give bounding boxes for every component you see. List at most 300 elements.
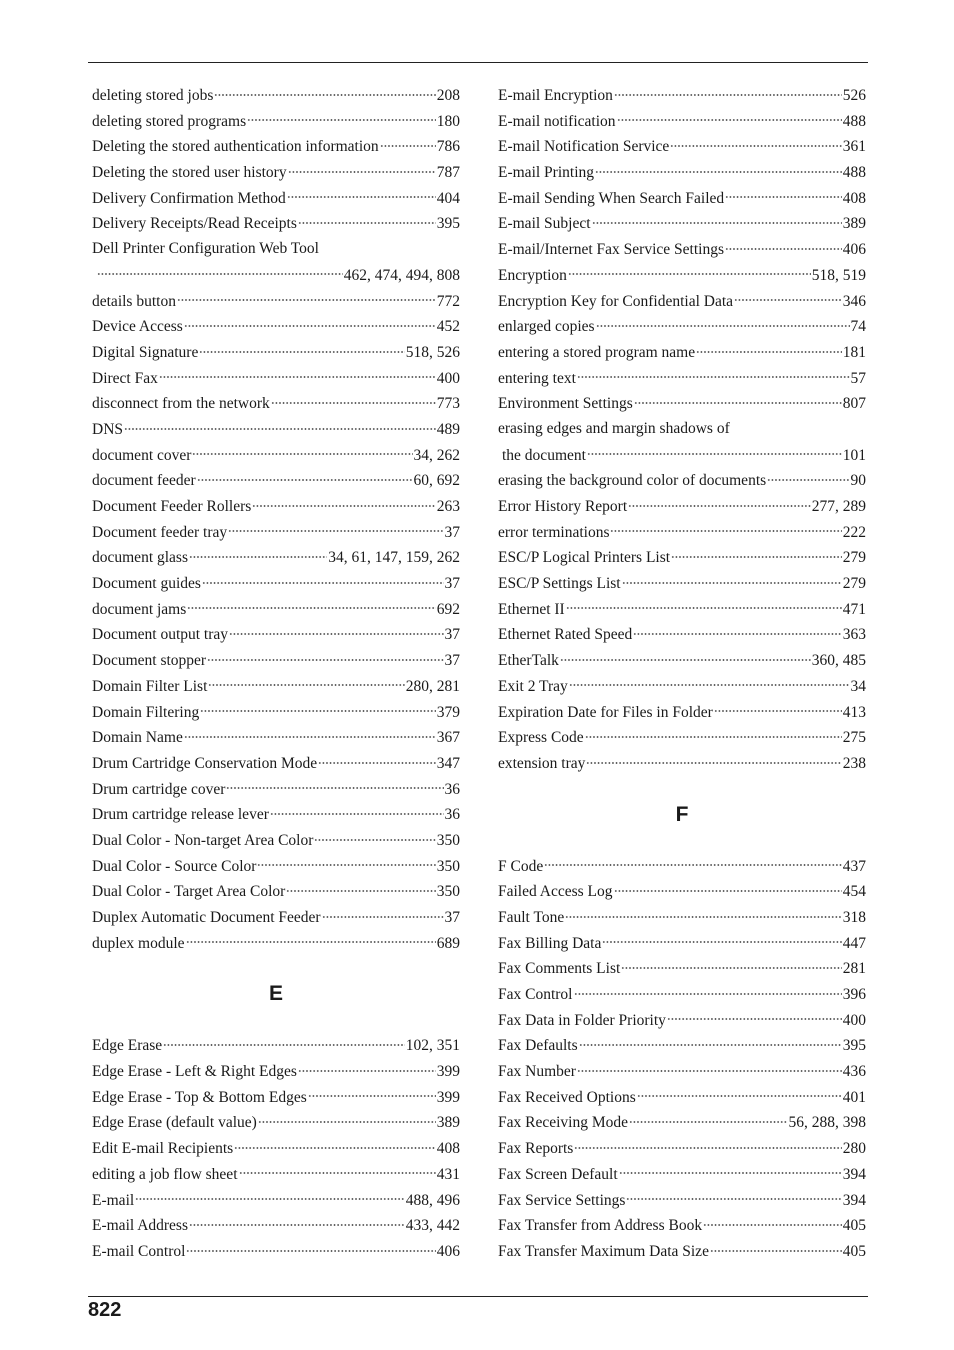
page-reference: 433, 442 <box>405 1217 460 1235</box>
page-reference: 405 <box>842 1217 866 1235</box>
page-reference: 36 <box>444 780 460 798</box>
index-entry <box>92 930 460 956</box>
index-term: Document stopper <box>92 652 207 670</box>
page-reference: 318 <box>842 908 866 926</box>
page-reference: 389 <box>842 215 866 233</box>
page-reference: 399 <box>436 1063 460 1081</box>
page-reference: 37 <box>444 909 460 926</box>
dot-leader <box>286 878 435 896</box>
index-term: erasing the background color of documents <box>498 472 767 490</box>
page-reference: 101 <box>842 446 866 464</box>
index-term: ESC/P Settings List <box>498 575 621 593</box>
index-entry <box>92 442 460 468</box>
index-entry <box>92 1135 460 1161</box>
dot-leader <box>192 442 412 460</box>
index-term: details button <box>92 292 176 310</box>
index-term: E-mail Printing <box>498 164 595 182</box>
dot-leader <box>207 647 443 665</box>
page-reference: 787 <box>436 164 460 182</box>
page-reference: 404 <box>436 189 460 207</box>
dot-leader <box>629 1109 787 1127</box>
index-entry <box>92 159 460 185</box>
page-reference: 408 <box>842 189 866 207</box>
index-term: Document Feeder Rollers <box>92 498 252 515</box>
index-entry <box>498 416 866 442</box>
index-term: entering text <box>498 369 576 387</box>
page-reference: 350 <box>436 857 460 875</box>
dot-leader <box>184 313 436 331</box>
index-entry <box>92 365 460 391</box>
index-entry <box>498 108 866 134</box>
index-term: Fax Screen Default <box>498 1165 618 1183</box>
dot-leader <box>239 1161 436 1179</box>
dot-leader <box>670 133 841 151</box>
dot-leader <box>189 1212 405 1230</box>
index-term: E-mail Subject <box>498 215 591 233</box>
page-reference: 488 <box>842 164 866 182</box>
page-reference: 57 <box>850 369 866 387</box>
index-term: Duplex Automatic Document Feeder <box>92 909 321 926</box>
index-entry <box>498 339 866 365</box>
index-term: Digital Signature <box>92 343 199 361</box>
page-reference: 405 <box>842 1242 866 1260</box>
dot-leader <box>621 955 841 973</box>
index-term: E-mail <box>92 1191 135 1209</box>
page-reference: 263 <box>436 498 460 515</box>
index-entry <box>498 262 866 288</box>
dot-leader <box>208 673 404 691</box>
dot-leader <box>577 1058 842 1076</box>
dot-leader <box>734 288 842 306</box>
dot-leader <box>163 1032 405 1050</box>
page-reference: 37 <box>444 652 460 670</box>
page-reference: 102, 351 <box>405 1037 460 1055</box>
page-reference: 281 <box>842 960 866 978</box>
index-term: Exit 2 Tray <box>498 677 568 695</box>
index-entry <box>498 544 866 570</box>
page-reference: 37 <box>444 626 460 644</box>
page-reference: 367 <box>436 729 460 747</box>
index-entry <box>92 776 460 802</box>
dot-leader <box>579 1032 842 1050</box>
dot-leader <box>298 210 436 228</box>
index-term: E-mail Encryption <box>498 87 613 104</box>
page-reference: 406 <box>436 1242 460 1260</box>
index-term: EtherTalk <box>498 652 559 670</box>
dot-leader <box>619 1161 842 1179</box>
page-reference: 447 <box>842 934 866 952</box>
index-term: Delivery Confirmation Method <box>92 189 286 207</box>
page-number: 822 <box>88 1299 122 1321</box>
index-term: Domain Name <box>92 729 183 747</box>
index-entry <box>92 1032 460 1058</box>
dot-leader <box>633 621 841 639</box>
index-entry <box>92 647 460 673</box>
index-entry <box>92 853 460 879</box>
page-reference: 462, 474, 494, 808 <box>343 266 460 284</box>
page-reference: 526 <box>842 87 866 104</box>
dot-leader <box>614 82 842 100</box>
dot-leader <box>308 1084 436 1102</box>
page-reference: 689 <box>436 934 460 952</box>
index-term: duplex module <box>92 934 185 952</box>
index-term: Fax Number <box>498 1063 576 1081</box>
page-reference: 488, 496 <box>405 1191 460 1209</box>
index-entry <box>498 365 866 391</box>
page-reference: 280 <box>842 1140 866 1158</box>
index-term: Edge Erase <box>92 1037 163 1055</box>
index-entry <box>92 108 460 134</box>
dot-leader <box>314 827 435 845</box>
page-reference: 488 <box>842 112 866 130</box>
index-term: Delivery Receipts/Read Receipts <box>92 215 297 233</box>
dot-leader <box>159 365 436 383</box>
dot-leader <box>767 467 849 485</box>
index-term: Fax Reports <box>498 1140 574 1158</box>
page-reference: 238 <box>842 754 866 772</box>
index-entry <box>92 596 460 622</box>
dot-leader <box>634 390 842 408</box>
index-term: Fax Data in Folder Priority <box>498 1011 666 1029</box>
dot-leader <box>566 596 842 614</box>
dot-leader <box>380 133 436 151</box>
index-term: Deleting the stored user history <box>92 164 287 182</box>
dot-leader <box>229 621 443 639</box>
index-entry <box>92 1238 460 1264</box>
index-term: Edit E-mail Recipients <box>92 1140 234 1158</box>
index-term: Drum cartridge cover <box>92 780 226 798</box>
dot-leader <box>186 930 436 948</box>
page-reference: 396 <box>842 986 866 1003</box>
page-reference: 347 <box>436 754 460 772</box>
index-entry <box>92 621 460 647</box>
index-term: Fax Billing Data <box>498 934 602 952</box>
dot-leader <box>252 493 435 511</box>
index-term: Dual Color - Source Color <box>92 857 257 875</box>
page-reference: 350 <box>436 831 460 849</box>
section-heading: F <box>675 802 689 826</box>
page-reference: 786 <box>436 138 460 156</box>
index-entry <box>498 313 866 339</box>
index-entry <box>92 1161 460 1187</box>
dot-leader <box>258 1109 436 1127</box>
index-entry <box>498 442 866 468</box>
index-term: Fault Tone <box>498 908 565 926</box>
page-reference: 471 <box>842 600 866 618</box>
index-entry <box>92 878 460 904</box>
index-term: document feeder <box>92 472 196 490</box>
dot-leader <box>560 647 811 665</box>
page-reference: 400 <box>436 369 460 387</box>
index-term: Document output tray <box>92 626 229 644</box>
index-term: E-mail Sending When Search Failed <box>498 189 725 207</box>
page-reference: 518, 519 <box>811 266 866 284</box>
index-entry <box>92 467 460 493</box>
dot-leader <box>287 185 436 203</box>
dot-leader <box>124 416 436 434</box>
index-entry <box>498 699 866 725</box>
index-entry <box>498 1058 866 1084</box>
index-entry <box>92 262 460 288</box>
index-term: Fax Comments List <box>498 960 621 978</box>
dot-leader <box>199 339 404 357</box>
dot-leader <box>202 570 444 588</box>
dot-leader <box>586 750 841 768</box>
index-entry <box>92 1084 460 1110</box>
page-reference: 34 <box>850 677 866 695</box>
index-entry <box>498 82 866 108</box>
index-entry <box>92 185 460 211</box>
page-reference: 395 <box>436 215 460 233</box>
index-term: Dell Printer Configuration Web Tool <box>92 240 319 258</box>
dot-leader <box>592 210 842 228</box>
index-entry <box>498 1084 866 1110</box>
index-entry <box>498 621 866 647</box>
index-term: erasing edges and margin shadows of <box>498 419 730 437</box>
dot-leader <box>565 904 842 922</box>
index-term: Fax Control <box>498 986 573 1003</box>
index-entry <box>498 1238 866 1264</box>
index-term: Express Code <box>498 729 584 747</box>
index-entry <box>498 1161 866 1187</box>
index-term: Encryption <box>498 266 567 284</box>
page-reference: 395 <box>842 1037 866 1055</box>
dot-leader <box>585 724 842 742</box>
dot-leader <box>288 159 436 177</box>
index-term: the document <box>502 446 586 464</box>
dot-leader <box>574 981 842 999</box>
index-entry <box>498 159 866 185</box>
page-reference: 394 <box>842 1191 866 1209</box>
dot-leader <box>710 1238 842 1256</box>
index-term: Fax Transfer from Address Book <box>498 1217 703 1235</box>
index-entry <box>92 236 460 262</box>
index-term: Deleting the stored authentication information <box>92 138 379 156</box>
dot-leader <box>322 904 444 922</box>
dot-leader <box>714 699 842 717</box>
page-reference: 363 <box>842 626 866 644</box>
index-term: Failed Access Log <box>498 883 613 901</box>
page-reference: 275 <box>842 729 866 747</box>
dot-leader <box>703 1212 842 1230</box>
index-entry <box>498 981 866 1007</box>
index-entry <box>498 1109 866 1135</box>
dot-leader <box>177 288 436 306</box>
index-column-right <box>498 82 866 1264</box>
index-entry <box>92 1109 460 1135</box>
dot-leader <box>298 1058 436 1076</box>
dot-leader <box>622 570 842 588</box>
index-entry <box>92 288 460 314</box>
page-reference: 807 <box>842 395 866 413</box>
dot-leader <box>234 1135 436 1153</box>
page-reference: 34, 262 <box>413 446 460 464</box>
index-entry <box>92 82 460 108</box>
dot-leader <box>247 108 436 126</box>
dot-leader <box>257 853 435 871</box>
index-entry <box>498 930 866 956</box>
page-reference: 413 <box>842 703 866 721</box>
index-term: Document feeder tray <box>92 523 228 541</box>
index-term: Environment Settings <box>498 395 633 413</box>
index-term: Encryption Key for Confidential Data <box>498 292 734 310</box>
index-entry <box>498 1007 866 1033</box>
page-reference: 361 <box>842 138 866 156</box>
dot-leader <box>270 801 444 819</box>
dot-leader <box>97 262 343 280</box>
dot-leader <box>214 82 435 100</box>
index-term: Edge Erase - Top & Bottom Edges <box>92 1088 307 1106</box>
index-term: Dual Color - Target Area Color <box>92 883 286 901</box>
dot-leader <box>228 519 443 537</box>
dot-leader <box>189 544 327 562</box>
index-term: deleting stored programs <box>92 112 247 130</box>
page-reference: 36 <box>444 806 460 824</box>
page-reference: 518, 526 <box>405 343 460 361</box>
index-term: Fax Transfer Maximum Data Size <box>498 1242 709 1260</box>
dot-leader <box>577 365 850 383</box>
index-term: Fax Receiving Mode <box>498 1114 629 1132</box>
index-entry <box>498 1032 866 1058</box>
index-term: Device Access <box>92 318 183 336</box>
index-term: extension tray <box>498 754 586 772</box>
index-entry <box>498 210 866 236</box>
index-term: Fax Received Options <box>498 1088 636 1106</box>
dot-leader <box>614 878 842 896</box>
page-reference: 222 <box>842 523 866 541</box>
page-reference: 180 <box>436 112 460 130</box>
index-term: Drum cartridge release lever <box>92 806 269 824</box>
index-entry <box>498 955 866 981</box>
dot-leader <box>271 390 436 408</box>
index-term: Ethernet II <box>498 600 565 618</box>
page-reference: 772 <box>436 292 460 310</box>
dot-leader <box>187 596 435 614</box>
page-reference: 408 <box>436 1140 460 1158</box>
bottom-rule <box>88 1296 868 1297</box>
page-reference: 406 <box>842 241 866 259</box>
index-entry <box>92 390 460 416</box>
index-term: Domain Filter List <box>92 677 208 695</box>
index-term: Domain Filtering <box>92 703 200 721</box>
dot-leader <box>610 519 841 537</box>
index-entry <box>498 133 866 159</box>
page-reference: 437 <box>842 857 866 875</box>
index-term: entering a stored program name <box>498 343 696 361</box>
dot-leader <box>200 699 436 717</box>
page-reference: 56, 288, 398 <box>788 1114 866 1132</box>
index-term: Ethernet Rated Speed <box>498 626 633 644</box>
index-term: deleting stored jobs <box>92 87 214 104</box>
index-entry <box>498 1187 866 1213</box>
page-reference: 394 <box>842 1165 866 1183</box>
index-term: Fax Service Settings <box>498 1191 626 1209</box>
dot-leader <box>725 185 842 203</box>
index-term: editing a job flow sheet <box>92 1165 238 1183</box>
index-entry <box>92 827 460 853</box>
dot-leader <box>596 313 850 331</box>
index-entry <box>92 416 460 442</box>
dot-leader <box>617 108 842 126</box>
dot-leader <box>135 1187 405 1205</box>
page-reference: 452 <box>436 318 460 336</box>
page-reference: 208 <box>436 87 460 104</box>
dot-leader <box>671 544 842 562</box>
section-heading: E <box>268 982 283 1006</box>
index-term: E-mail notification <box>498 112 616 130</box>
index-term: document glass <box>92 549 188 567</box>
index-term: error terminations <box>498 523 610 541</box>
dot-leader <box>602 930 841 948</box>
index-entry <box>92 1212 460 1238</box>
index-term: F Code <box>498 857 544 875</box>
index-entry <box>92 570 460 596</box>
index-entry <box>498 853 866 879</box>
index-entry <box>498 673 866 699</box>
index-entry <box>498 288 866 314</box>
page-reference: 60, 692 <box>413 472 460 490</box>
index-entry <box>92 673 460 699</box>
page-reference: 436 <box>842 1063 866 1081</box>
page-reference: 279 <box>842 549 866 567</box>
index-term: Fax Defaults <box>498 1037 578 1055</box>
dot-leader <box>226 776 443 794</box>
index-entry <box>92 904 460 930</box>
top-rule <box>88 62 868 63</box>
index-entry <box>498 390 866 416</box>
page-reference: 346 <box>842 292 866 310</box>
index-term: Expiration Date for Files in Folder <box>498 703 713 721</box>
index-entry <box>498 185 866 211</box>
index-entry <box>498 519 866 545</box>
index-term: Direct Fax <box>92 369 158 387</box>
dot-leader <box>574 1135 841 1153</box>
dot-leader <box>186 1238 435 1256</box>
index-entry <box>92 1187 460 1213</box>
index-entry <box>498 236 866 262</box>
page-reference: 773 <box>436 395 460 413</box>
index-entry <box>92 699 460 725</box>
dot-leader <box>667 1007 842 1025</box>
dot-leader <box>568 262 811 280</box>
page-reference: 399 <box>436 1088 460 1106</box>
page-reference: 34, 61, 147, 159, 262 <box>328 549 460 567</box>
index-term: Error History Report <box>498 498 628 515</box>
page-reference: 489 <box>436 420 460 438</box>
index-term: E-mail Control <box>92 1242 186 1260</box>
index-entry <box>498 878 866 904</box>
index-term: E-mail Address <box>92 1217 188 1235</box>
index-entry <box>498 570 866 596</box>
page-reference: 74 <box>850 318 866 336</box>
index-term: document cover <box>92 446 192 464</box>
index-entry <box>92 339 460 365</box>
index-entry <box>92 133 460 159</box>
index-entry <box>498 467 866 493</box>
dot-leader <box>725 236 842 254</box>
dot-leader <box>595 159 842 177</box>
page-reference: 350 <box>436 883 460 901</box>
index-entry <box>498 724 866 750</box>
index-entry <box>498 647 866 673</box>
index-term: document jams <box>92 600 187 618</box>
index-term: DNS <box>92 420 124 438</box>
index-entry <box>92 519 460 545</box>
index-entry <box>498 596 866 622</box>
dot-leader <box>696 339 842 357</box>
index-entry <box>92 493 460 519</box>
page-reference: 181 <box>842 343 866 361</box>
